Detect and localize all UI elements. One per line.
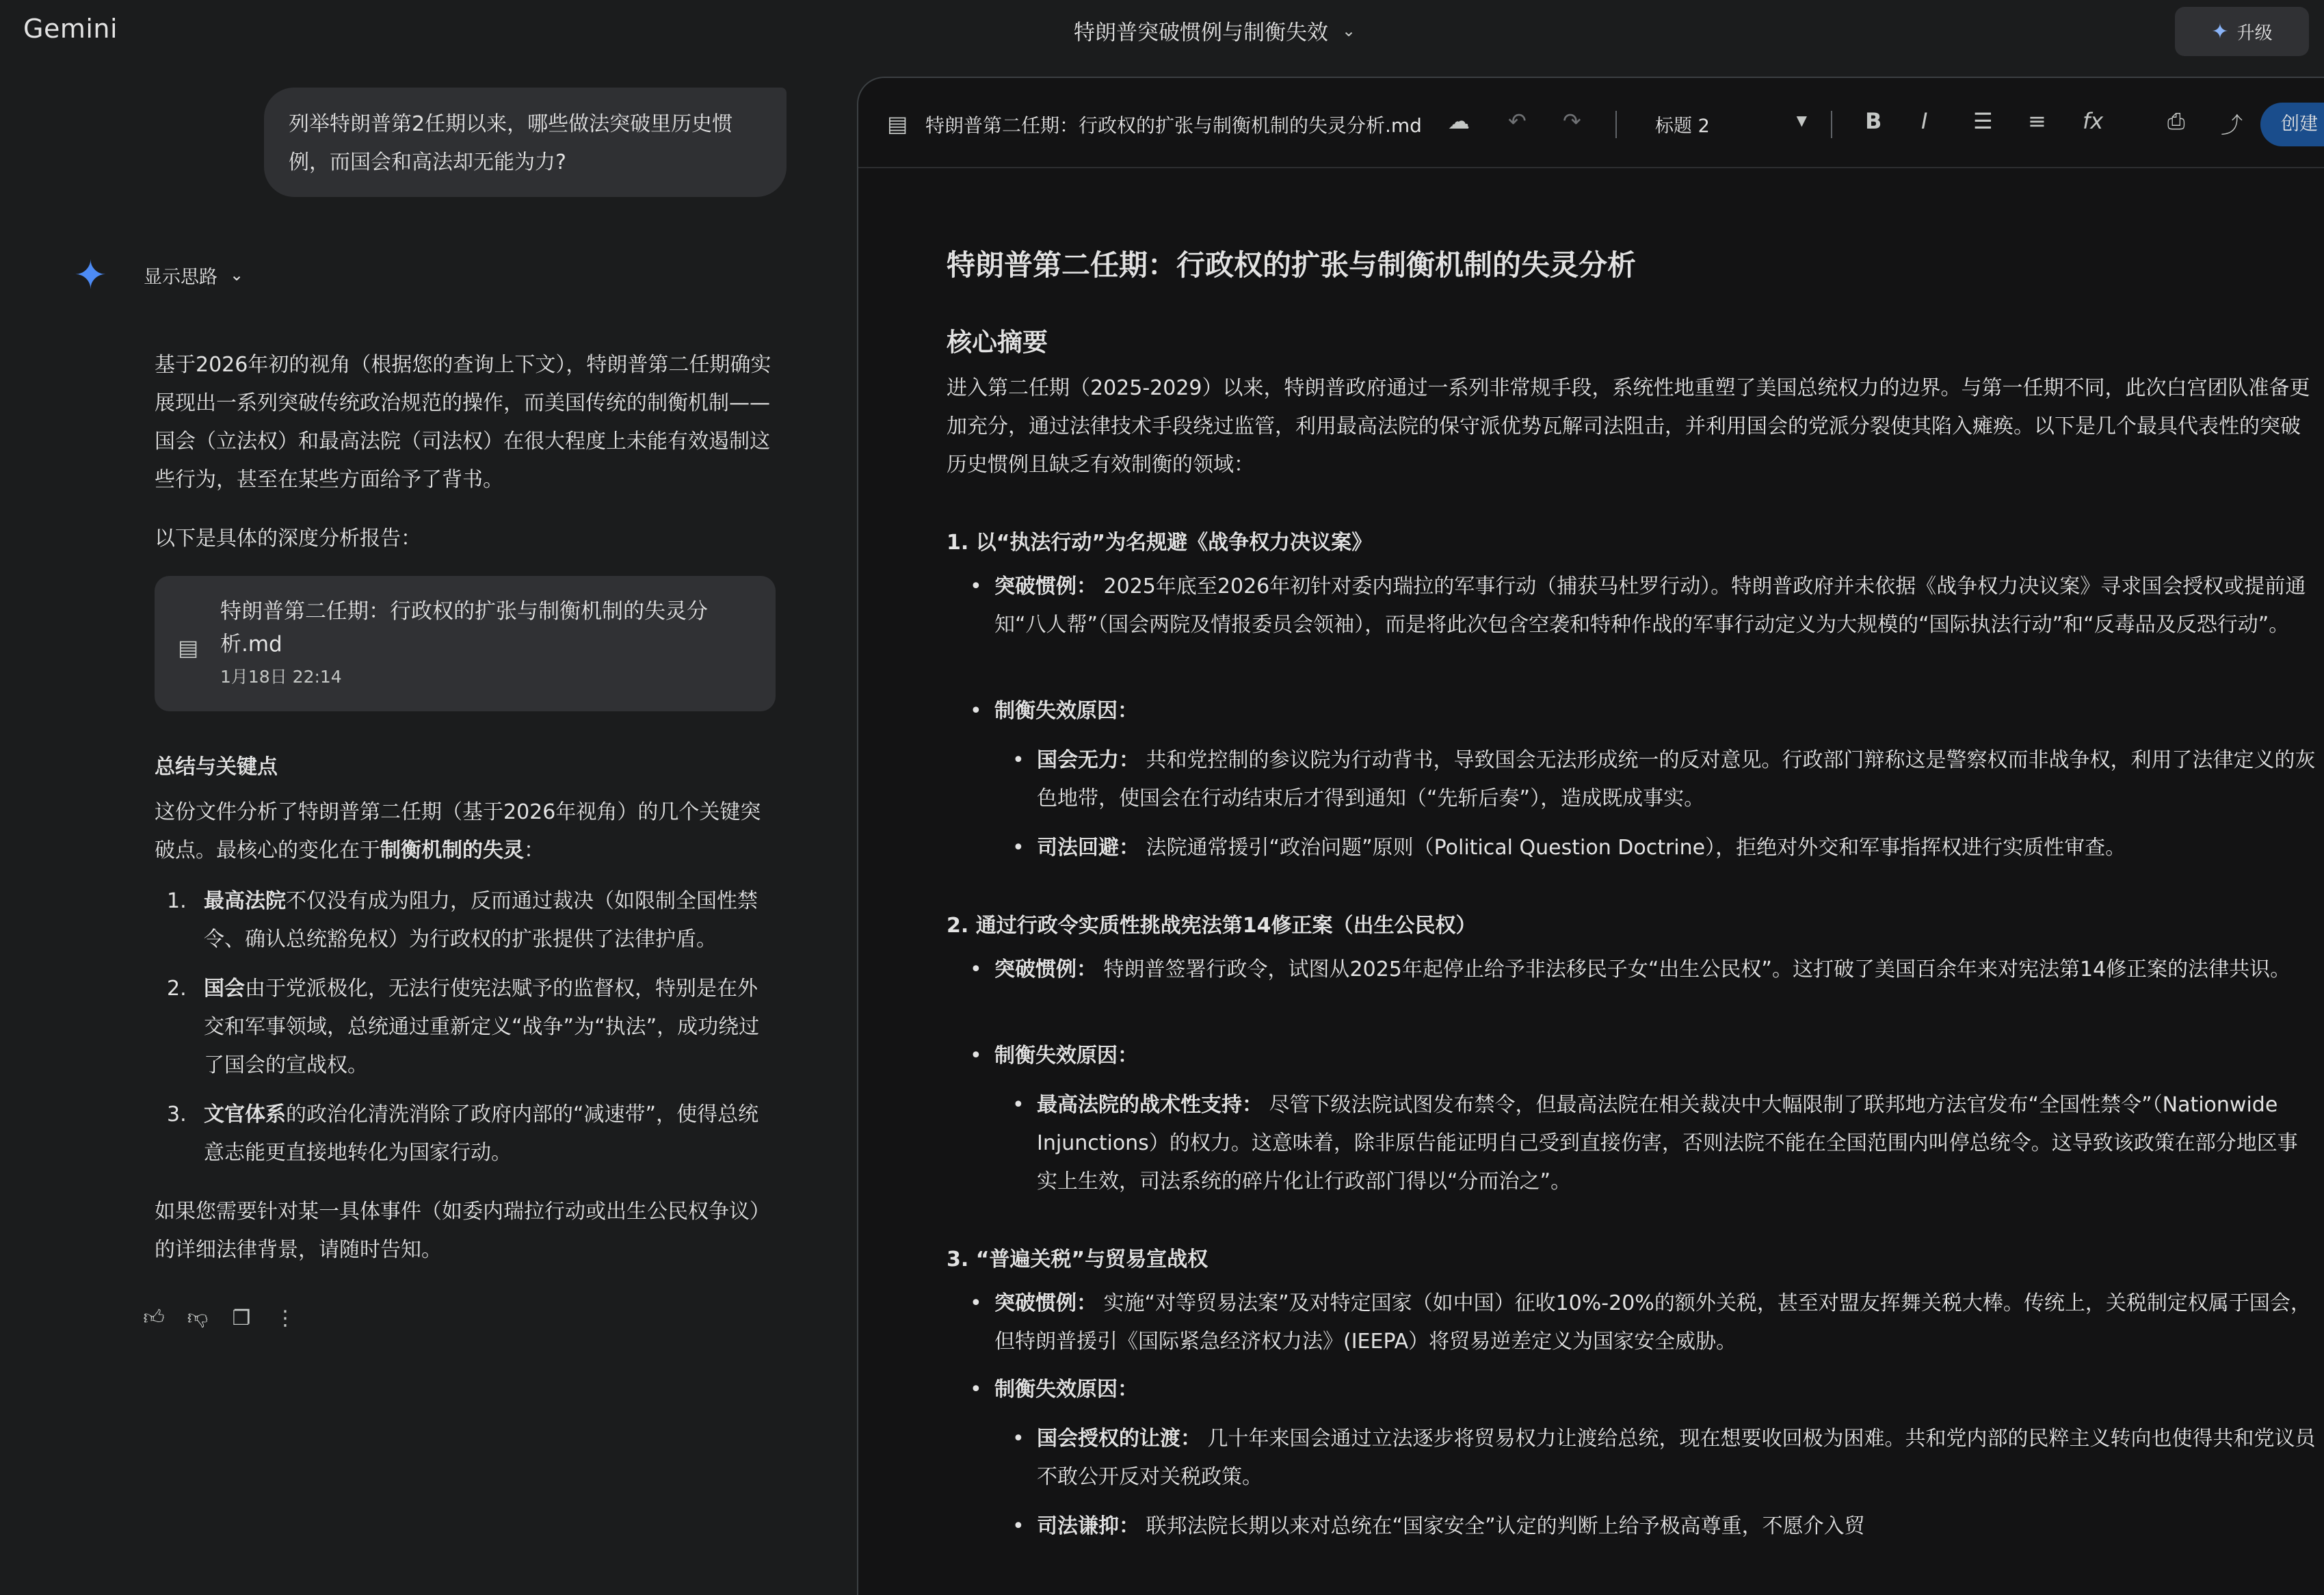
point-bold: 最高法院 <box>204 889 286 913</box>
more-options-icon[interactable]: ⋮ <box>275 1306 295 1330</box>
canvas-doc-name: 特朗普第二任期：行政权的扩张与制衡机制的失灵分析.md <box>925 114 1422 137</box>
copy-icon[interactable]: ❐ <box>232 1306 251 1330</box>
formula-icon[interactable]: fx <box>2083 108 2104 134</box>
chevron-down-icon: ⌄ <box>1342 21 1356 40</box>
toolbar-divider <box>1831 111 1832 138</box>
list-item <box>155 1096 777 1172</box>
report-lead: 以下是具体的深度分析报告： <box>155 527 421 551</box>
list-item: • 突破惯例： 实施“对等贸易法案”及对特定国家（如中国）征收10%-20%的额外关税，甚至对盟友挥舞关税大棒。传统上，关税制定权属于国会，但特朗普援引《国际紧急经济权力法》(IEEPA）将贸易逆差定义为国家安全威胁。 <box>970 1291 2311 1354</box>
summary-text-prefix: 这份文件分析了特朗普第二任期（基于2026年视角）的几个关键突破点。最核心的变化在于 <box>155 800 761 862</box>
bullet-label: 突破惯例： <box>994 1291 1097 1315</box>
bullet-text: 2025年底至2026年初针对委内瑞拉的军事行动（捕获马杜罗行动）。特朗普政府并未依据《战争权力决议案》寻求国会授权或提前通知“八人帮”（国会两院及情报委员会领袖），而是将此次包含空袭和特种作战的军事行动定义为大规模的“国际执法行动”和“反毒品及反恐行动”。 <box>994 575 2306 637</box>
list-item: • 制衡失效原因： <box>970 1378 1138 1401</box>
redo-icon[interactable]: ↷ <box>1563 108 1581 134</box>
point-bold: 文官体系 <box>204 1103 286 1126</box>
list-item: • 突破惯例： 特朗普签署行政令，试图从2025年起停止给予非法移民子女“出生公民权”。这打破了美国百余年来对宪法第14修正案的法律共识。 <box>970 958 2291 981</box>
show-thinking-toggle[interactable] <box>74 252 243 298</box>
app-brand[interactable]: Gemini <box>23 14 118 44</box>
summary-text <box>155 793 777 870</box>
bullet-text: 特朗普签署行政令，试图从2025年起停止给予非法移民子女“出生公民权”。这打破了美国百余年来对宪法第14修正案的法律共识。 <box>1103 958 2291 981</box>
upgrade-button[interactable] <box>2175 7 2309 56</box>
chevron-down-icon: ⌄ <box>230 265 244 285</box>
cloud-icon[interactable]: ☁ <box>1448 108 1470 134</box>
point-text: 的政治化清洗消除了政府内部的“减速带”，使得总统意志能更直接地转化为国家行动。 <box>204 1103 759 1165</box>
section-heading: 2. 通过行政令实质性挑战宪法第14修正案（出生公民权） <box>947 914 1477 938</box>
point-bold: 国会 <box>204 977 245 1001</box>
bullet-text: 尽管下级法院试图发布禁令，但最高法院在相关裁决中大幅限制了联邦地方法官发布“全国性禁令”（Nationwide Injunctions）的权力。这意味着，除非原告能证明自己受到直接伤害，否则法院不能在全国范围内叫停总统令。这导致该政策在部分地区事实上生效，司法系统的碎片化让行政部门得以“分而治之”。 <box>1037 1093 2298 1194</box>
list-item <box>155 882 777 959</box>
list-item: • 国会无力： 共和党控制的参议院为行动背书，导致国会无法形成统一的反对意见。行政部门辩称这是警察权而非战争权，利用了法律定义的灰色地带，使国会在行动结束后才得到通知（“先斩后奏”），造成既成事实。 <box>1012 748 2316 810</box>
list-item: • 最高法院的战术性支持： 尽管下级法院试图发布禁令，但最高法院在相关裁决中大幅限制了联邦地方法官发布“全国性禁令”（Nationwide Injunctions）的权力。这意味着，除非原告能证明自己受到直接伤害，否则法院不能在全国范围内叫停总统令。这导致该政策在部分地区事实上生效，司法系统的碎片化让行政部门得以“分而治之”。 <box>1012 1093 2298 1194</box>
bullet-label: 突破惯例： <box>994 958 1097 981</box>
chat-title-dropdown[interactable] <box>1074 15 1356 46</box>
list-item: • 司法回避： 法院通常援引“政治问题”原则（Political Question Doctrine），拒绝对外交和军事指挥权进行实质性审查。 <box>1012 836 2126 860</box>
point-text: 不仅没有成为阻力，反而通过裁决（如限制全国性禁令、确认总统豁免权）为行政权的扩张提供了法律护盾。 <box>204 889 758 951</box>
summary-heading: 总结与关键点 <box>155 755 278 779</box>
list-item <box>155 970 777 1085</box>
share-icon[interactable]: ⤴ <box>2221 112 2243 138</box>
answer-intro: 基于2026年初的视角（根据您的查询上下文），特朗普第二任期确实展现出一系列突破传统政治规范的操作，而美国传统的制衡机制——国会（立法权）和最高法院（司法权）在很大程度上未能有效遏制这些行为，甚至在某些方面给予了背书。 <box>155 353 771 492</box>
thumbs-up-icon[interactable]: 👍︎ <box>143 1306 165 1330</box>
print-icon[interactable]: ⎙ <box>2167 108 2185 134</box>
summary-text-bold: 制衡机制的失灵 <box>380 839 524 862</box>
bullet-label: 突破惯例： <box>994 575 1097 598</box>
bullet-text: 几十年来国会通过立法逐步将贸易权力让渡给总统，现在想要收回极为困难。共和党内部的民粹主义转向也使得共和党议员不敢公开反对关税政策。 <box>1037 1427 2316 1489</box>
core-summary-heading: 核心摘要 <box>947 328 1048 357</box>
document-title: 特朗普第二任期：行政权的扩张与制衡机制的失灵分析 <box>947 248 1637 282</box>
list-number: 3. <box>167 1103 187 1126</box>
toolbar-divider <box>1615 111 1617 138</box>
bullet-text: 共和党控制的参议院为行动背书，导致国会无法形成统一的反对意见。行政部门辩称这是警察权而非战争权，利用了法律定义的灰色地带，使国会在行动结束后才得到通知（“先斩后奏”），造成既成事实。 <box>1037 748 2316 810</box>
user-prompt-bubble: 列举特朗普第2任期以来，哪些做法突破里历史惯例，而国会和高法却无能为力? <box>264 88 787 197</box>
document-icon: ▤ <box>887 111 908 137</box>
bold-icon[interactable]: B <box>1865 108 1882 134</box>
sparkle-icon: ✦ <box>2211 19 2229 44</box>
create-button[interactable]: 创建 <box>2260 103 2324 146</box>
file-card[interactable] <box>155 576 776 711</box>
italic-icon[interactable]: I <box>1921 108 1928 134</box>
list-number: 2. <box>167 977 187 1001</box>
document-intro: 进入第二任期（2025-2029）以来，特朗普政府通过一系列非常规手段，系统性地重塑了美国总统权力的边界。与第一任期不同，此次白宫团队准备更加充分，通过法律技术手段绕过监管，利用最高法院的保守派优势瓦解司法阻击，并利用国会的党派分裂使其陷入瘫痪。以下是几个最具代表性的突破历史惯例且缺乏有效制衡的领域： <box>947 376 2310 477</box>
bullet-label: 制衡失效原因： <box>994 1044 1138 1068</box>
file-card-name: 特朗普第二任期：行政权的扩张与制衡机制的失灵分析.md <box>220 599 708 657</box>
bullet-label: 司法谦抑： <box>1037 1514 1139 1538</box>
upgrade-label: 升级 <box>2236 23 2273 44</box>
bullet-label: 制衡失效原因： <box>994 699 1138 723</box>
bullet-label: 最高法院的战术性支持： <box>1037 1093 1263 1117</box>
closing-text: 如果您需要针对某一具体事件（如委内瑞拉行动或出生公民权争议）的详细法律背景，请随时告知。 <box>155 1200 770 1262</box>
thumbs-down-icon[interactable]: 👎︎ <box>187 1306 209 1330</box>
list-number: 1. <box>167 889 187 913</box>
text-style-select[interactable] <box>1655 111 1807 137</box>
bullet-label: 国会授权的让渡： <box>1037 1427 1201 1451</box>
bullet-text: 联邦法院长期以来对总统在“国家安全”认定的判断上给予极高尊重，不愿介入贸 <box>1146 1514 1865 1538</box>
document-icon: ▤ <box>178 635 199 661</box>
bullet-text: 实施“对等贸易法案”及对特定国家（如中国）征收10%-20%的额外关税，甚至对盟友挥舞关税大棒。传统上，关税制定权属于国会，但特朗普援引《国际紧急经济权力法》(IEEPA）将贸易逆差定义为国家安全威胁。 <box>994 1291 2311 1354</box>
bullet-label: 国会无力： <box>1037 748 1139 772</box>
gemini-sparkle-icon: ✦ <box>74 252 107 298</box>
numbered-list-icon[interactable]: ≡ <box>2028 108 2046 134</box>
list-item: • 国会授权的让渡： 几十年来国会通过立法逐步将贸易权力让渡给总统，现在想要收回极为困难。共和党内部的民粹主义转向也使得共和党议员不敢公开反对关税政策。 <box>1012 1427 2316 1489</box>
chat-title-text: 特朗普突破惯例与制衡失效 <box>1074 21 1328 45</box>
point-text: 由于党派极化，无法行使宪法赋予的监督权，特别是在外交和军事领域，总统通过重新定义“战争”为“执法”，成功绕过了国会的宣战权。 <box>204 977 760 1077</box>
bulleted-list-icon[interactable]: ☰ <box>1973 108 1993 134</box>
file-card-date: 1月18日 22:14 <box>220 667 342 687</box>
text-style-value: 标题 2 <box>1655 116 1710 137</box>
bullet-label: 制衡失效原因： <box>994 1378 1138 1401</box>
canvas-toolbar <box>858 78 2324 168</box>
response-actions <box>142 1306 297 1330</box>
section-heading: 1. 以“执法行动”为名规避《战争权力决议案》 <box>947 531 1373 555</box>
undo-icon[interactable]: ↶ <box>1508 108 1527 134</box>
bullet-text: 法院通常援引“政治问题”原则（Political Question Doctrine），拒绝对外交和军事指挥权进行实质性审查。 <box>1146 836 2126 860</box>
caret-down-icon: ▼ <box>1796 112 1807 129</box>
list-item: • 突破惯例： 2025年底至2026年初针对委内瑞拉的军事行动（捕获马杜罗行动）。特朗普政府并未依据《战争权力决议案》寻求国会授权或提前通知“八人帮”（国会两院及情报委员会领袖），而是将此次包含空袭和特种作战的军事行动定义为大规模的“国际执法行动”和“反毒品及反恐行动”。 <box>970 575 2306 637</box>
bullet-label: 司法回避： <box>1037 836 1139 860</box>
summary-text-suffix: ： <box>524 839 544 862</box>
section-heading: 3. “普遍关税”与贸易宣战权 <box>947 1248 1209 1271</box>
list-item: • 制衡失效原因： <box>970 1044 1138 1068</box>
list-item: • 制衡失效原因： <box>970 699 1138 723</box>
top-bar <box>0 0 2324 68</box>
show-thinking-label: 显示思路 <box>144 266 217 288</box>
key-points-list <box>155 882 777 1183</box>
list-item: • 司法谦抑： 联邦法院长期以来对总统在“国家安全”认定的判断上给予极高尊重，不愿介入贸 <box>1012 1514 1865 1538</box>
